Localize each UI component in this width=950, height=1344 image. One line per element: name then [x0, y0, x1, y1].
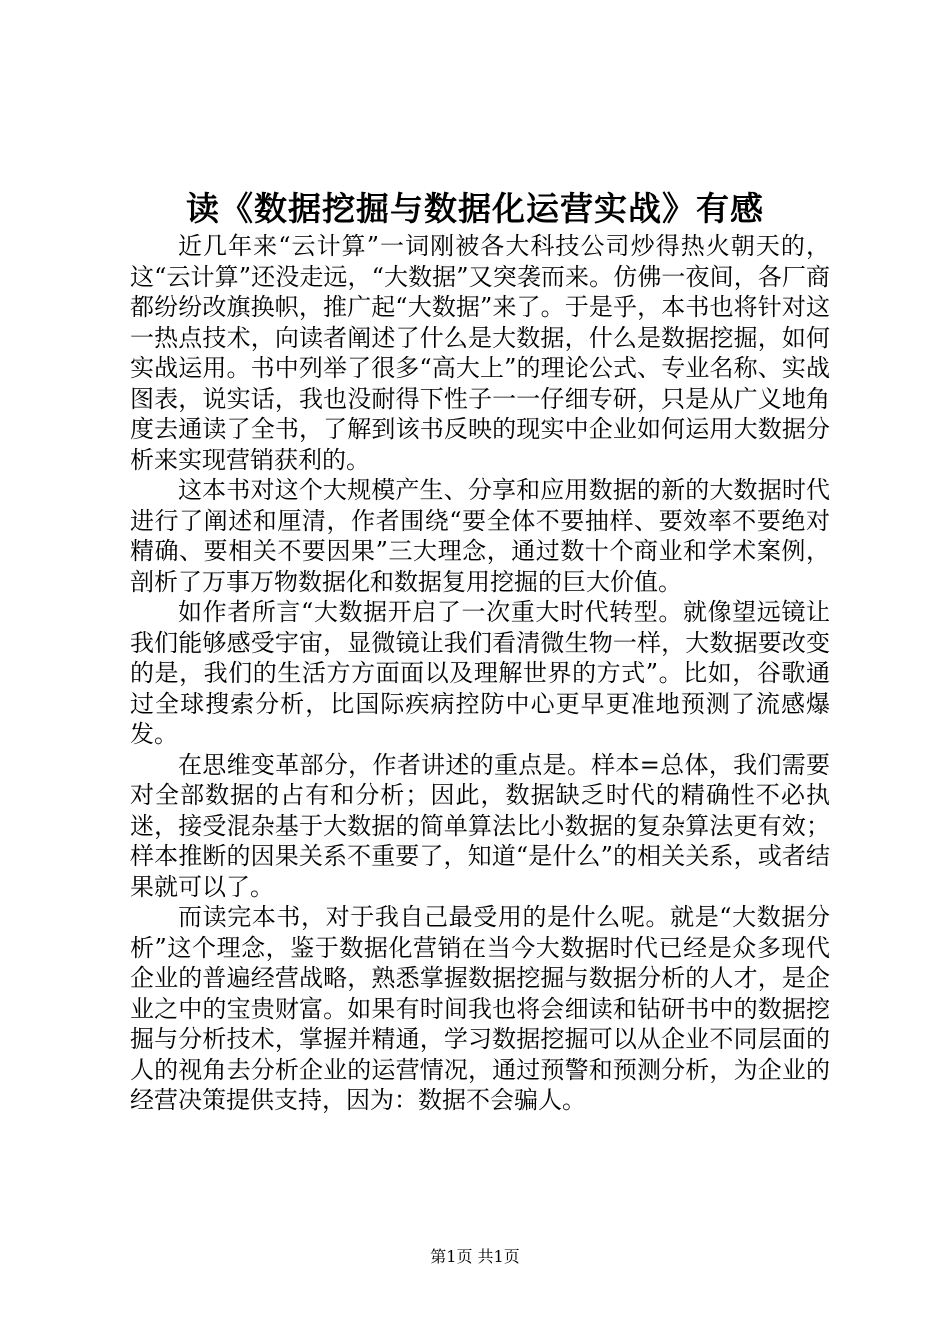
paragraph-4: 在思维变革部分，作者讲述的重点是。样本=总体，我们需要对全部数据的占有和分析；因此，数据缺乏时代的精确性不必执迷，接受混杂基于大数据的简单算法比小数据的复杂算法更有效；样本推断的因果关系不重要了，知道“是什么”的相关关系，或者结果就可以了。 [130, 750, 830, 901]
document-title: 读《数据挖掘与数据化运营实战》有感 [186, 189, 764, 228]
paragraph-3: 如作者所言“大数据开启了一次重大时代转型。就像望远镜让我们能够感受宇宙，显微镜让我们看清微生物一样，大数据要改变的是，我们的生活方方面面以及理解世界的方式”。比如，谷歌通过全球搜索分析，比国际疾病控防中心更早更准地预测了流感爆发。 [130, 598, 830, 748]
paragraph-2: 这本书对这个大规模产生、分享和应用数据的新的大数据时代进行了阐述和厘清，作者围绕“要全体不要抽样、要效率不要绝对精确、要相关不要因果”三大理念，通过数十个商业和学术案例，剖析了万事万物数据化和数据复用挖掘的巨大价值。 [130, 476, 830, 596]
page-footer: 第1页 共1页 [430, 1247, 520, 1266]
paragraph-5: 而读完本书，对于我自己最受用的是什么呢。就是“大数据分析”这个理念，鉴于数据化营销在当今大数据时代已经是众多现代企业的普遍经营战略，熟悉掌握数据挖掘与数据分析的人才，是企业之中的宝贵财富。如果有时间我也将会细读和钻研书中的数据挖掘与分析技术，掌握并精通，学习数据挖掘可以从企业不同层面的人的视角去分析企业的运营情况，通过预警和预测分析，为企业的经营决策提供支持，因为：数据不会骗人。 [130, 903, 830, 1114]
paragraph-1: 近几年来“云计算”一词刚被各大科技公司炒得热火朝天的，这“云计算”还没走远，“大数据”又突袭而来。仿佛一夜间，各厂商都纷纷改旗换帜，推广起“大数据”来了。于是乎，本书也将针对这一热点技术，向读者阐述了什么是大数据，什么是数据挖掘，如何实战运用。书中列举了很多“高大上”的理论公式、专业名称、实战图表，说实话，我也没耐得下性子一一仔细专研，只是从广义地角度去通读了全书，了解到该书反映的现实中企业如何运用大数据分析来实现营销获利的。 [130, 232, 830, 474]
document-body [130, 231, 830, 1116]
